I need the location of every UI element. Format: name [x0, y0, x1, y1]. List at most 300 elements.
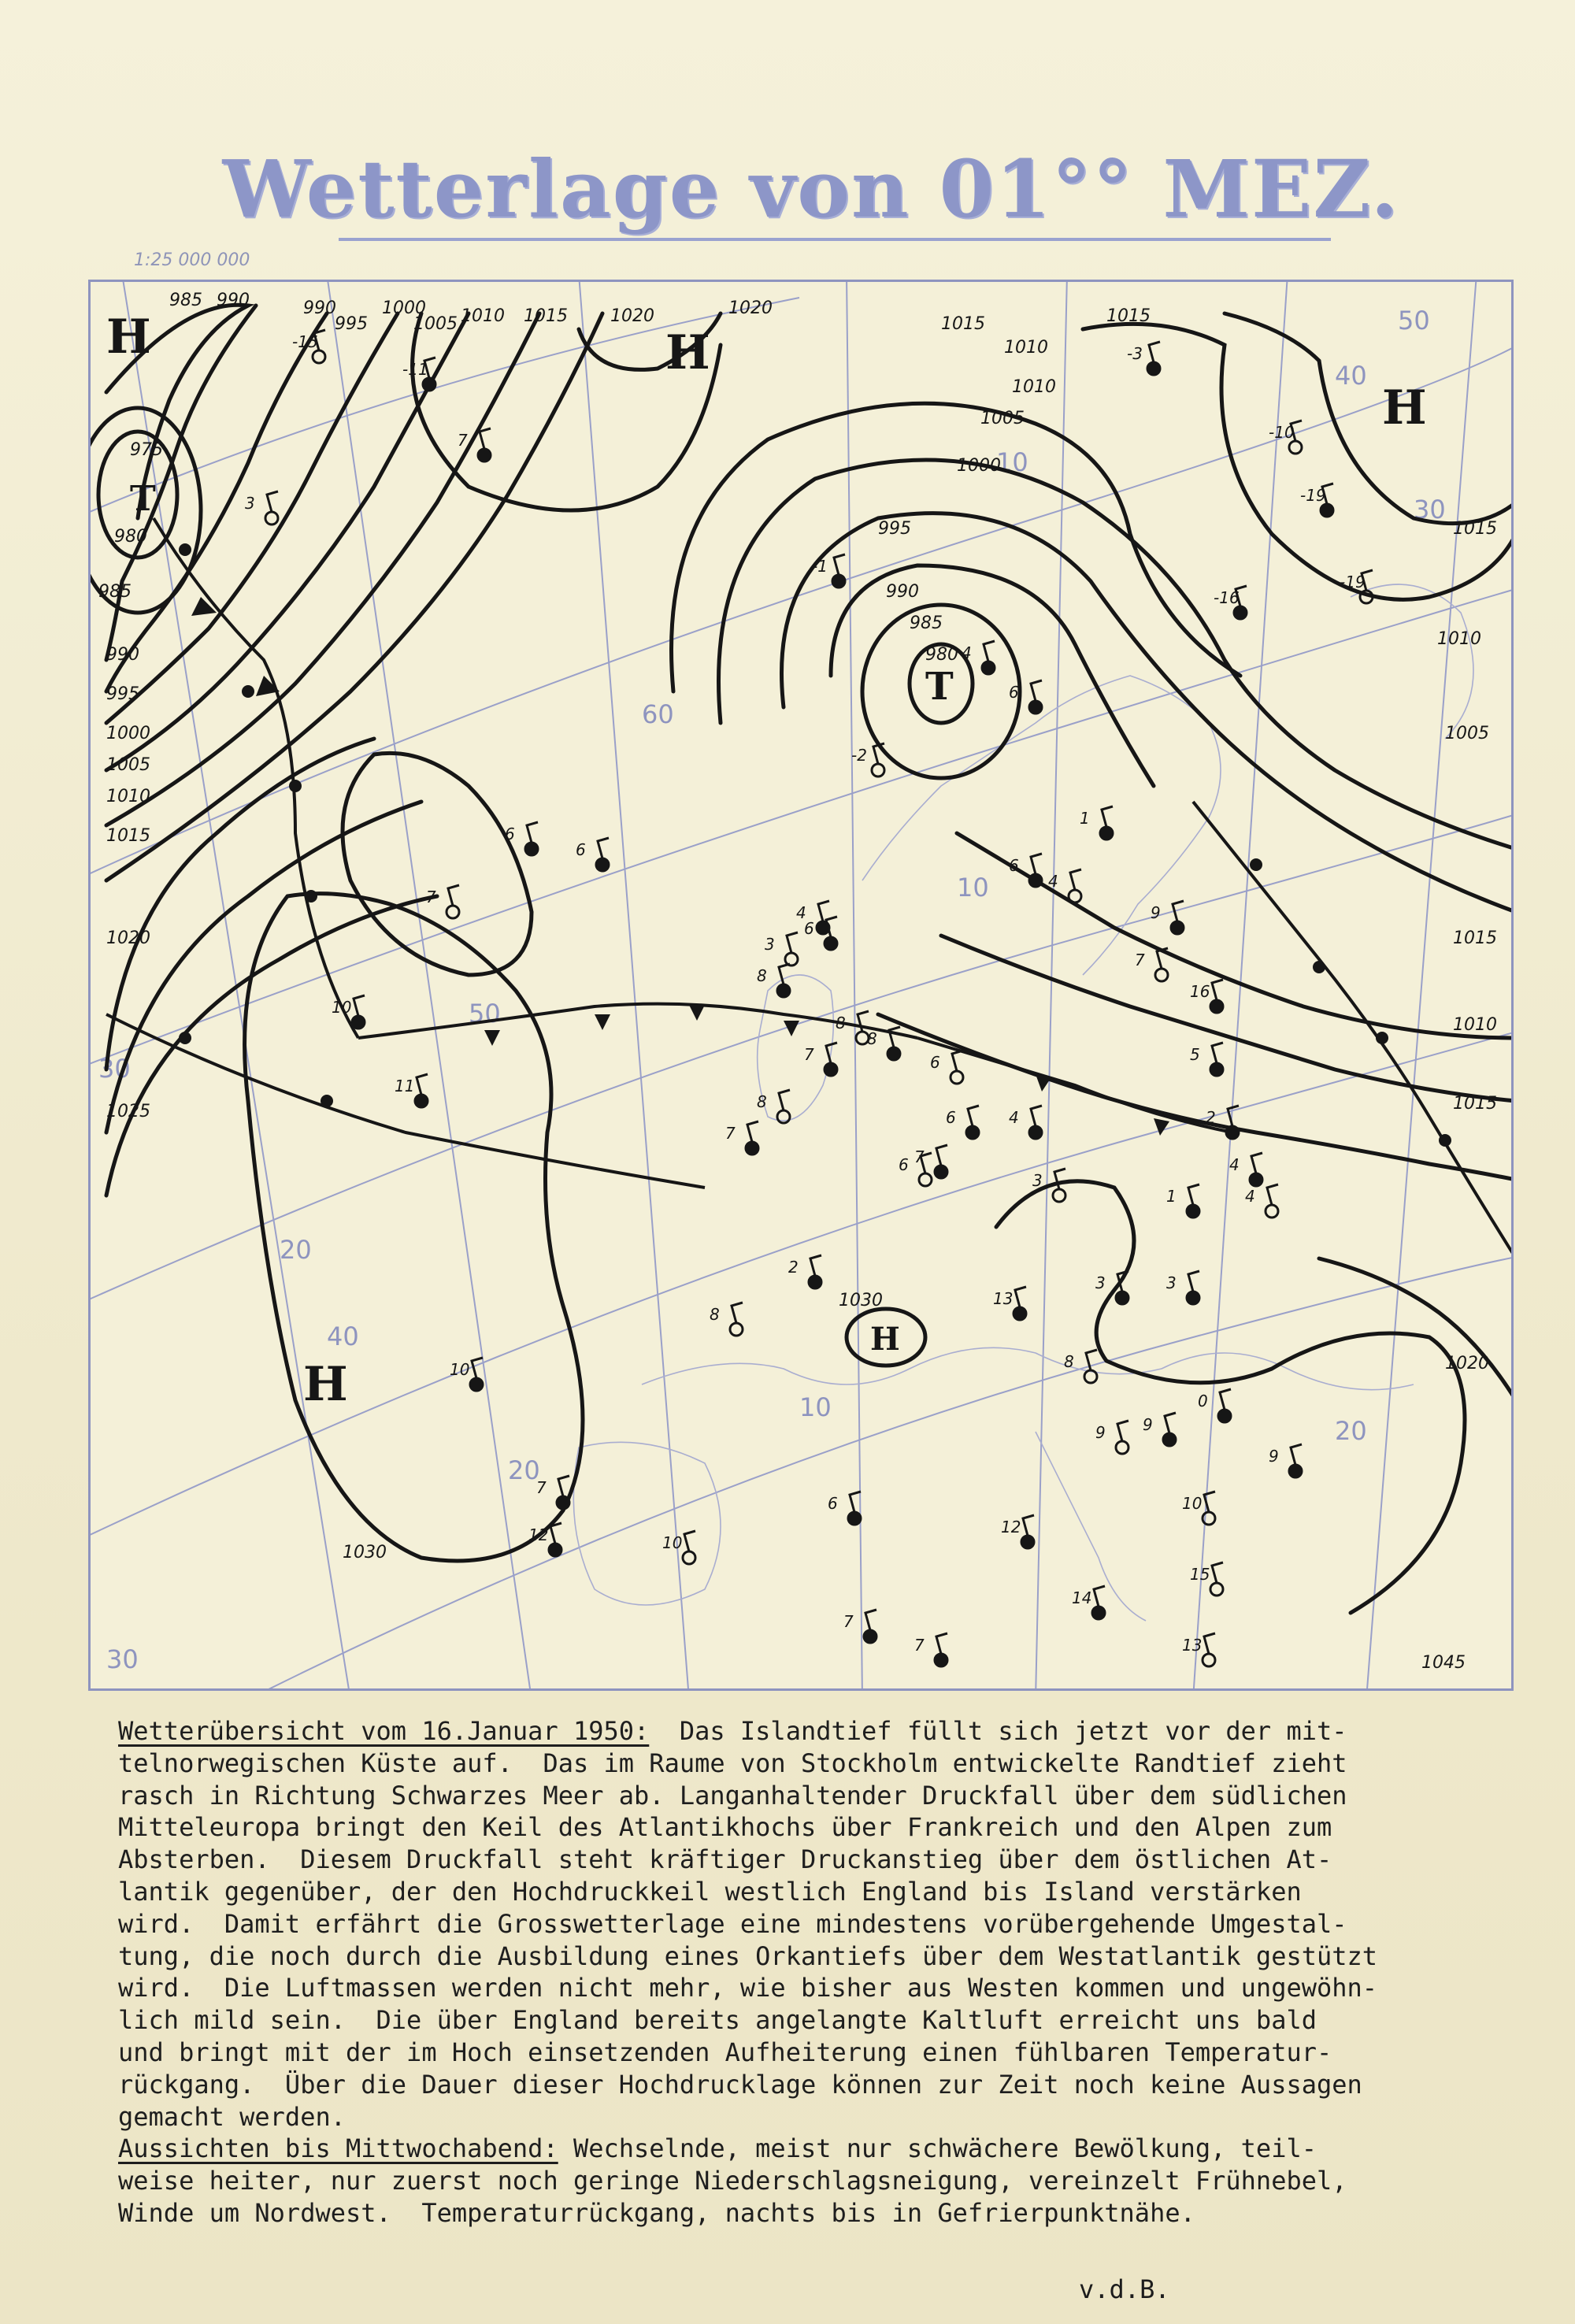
wind-barb — [865, 1610, 876, 1630]
station-marker — [1092, 1607, 1105, 1619]
isobar-label: 990 — [106, 645, 139, 665]
station-temp: 3 — [1166, 1273, 1177, 1292]
station-marker — [825, 1063, 837, 1076]
wind-barb — [1054, 1169, 1065, 1189]
station-marker — [1289, 1465, 1302, 1477]
station-temp: 7 — [725, 1124, 736, 1143]
station-marker — [1155, 969, 1168, 981]
station-marker — [1014, 1307, 1026, 1320]
wind-barb — [1031, 1106, 1042, 1126]
station-marker — [966, 1126, 979, 1139]
station-marker — [746, 1142, 758, 1155]
station-marker — [1100, 827, 1113, 840]
wind-barb — [889, 1027, 900, 1047]
cold-front — [106, 1014, 705, 1188]
station-marker — [864, 1630, 876, 1643]
station-temp: 6 — [946, 1108, 956, 1127]
grid-label: 10 — [957, 873, 989, 903]
station-temp: -2 — [851, 746, 867, 765]
station-marker — [313, 350, 325, 363]
station-temp: 16 — [1190, 982, 1210, 1001]
coastline-iberia — [573, 1442, 721, 1605]
grid-label: 30 — [106, 1644, 139, 1674]
station-marker — [1203, 1654, 1215, 1666]
wind-barb — [684, 1531, 695, 1551]
front-bulb — [1313, 961, 1325, 973]
isobar-label: 1005 — [1445, 724, 1489, 743]
wind-barb — [267, 491, 278, 512]
grid-label: 30 — [1414, 495, 1446, 524]
latitude-line — [91, 580, 1514, 1069]
wind-barb — [1015, 1287, 1026, 1307]
pressure-center-high: H — [870, 1321, 900, 1358]
station-marker — [848, 1512, 861, 1525]
summary-first-line — [118, 1715, 1504, 1748]
wind-barb — [1149, 342, 1160, 362]
longitude-line — [579, 282, 689, 1691]
isobar-label: 1010 — [461, 306, 505, 326]
station-temp: 10 — [450, 1360, 470, 1379]
summary-line: gemacht werden. — [118, 2101, 346, 2132]
station-temp: 12 — [528, 1525, 549, 1544]
station-marker — [1187, 1205, 1199, 1218]
isobar-label: 1030 — [839, 1291, 883, 1310]
station-temp: 9 — [1143, 1415, 1153, 1434]
isobar-label: 990 — [303, 298, 336, 318]
front-bulb — [242, 685, 254, 698]
wind-barb — [984, 641, 995, 662]
station-marker — [825, 937, 837, 950]
station-marker — [982, 662, 995, 674]
wind-barb — [480, 428, 491, 449]
station-temp: 10 — [1182, 1494, 1203, 1513]
grid-label: 40 — [327, 1321, 359, 1351]
wind-barb — [448, 885, 459, 906]
station-marker — [1116, 1292, 1128, 1304]
outlook-first-line — [118, 2133, 1504, 2165]
isobar-label: 995 — [106, 684, 139, 704]
grid-label: 20 — [508, 1455, 540, 1485]
station-temp: -11 — [402, 360, 428, 379]
isobar-label: 985 — [98, 582, 132, 602]
station-temp: 4 — [1229, 1155, 1240, 1174]
coastlines — [573, 584, 1473, 1621]
summary-line: wird. Damit erfährt die Grosswetterlage eine mindestens vorübergehende Umgestal- — [118, 1908, 1347, 1939]
station-marker — [935, 1166, 947, 1178]
station-marker — [1234, 606, 1247, 619]
wind-barb — [1212, 1043, 1223, 1063]
station-temp: 3 — [245, 494, 255, 513]
front-bulb — [305, 890, 317, 903]
station-marker — [1289, 441, 1302, 454]
station-temp: 7 — [426, 888, 436, 906]
summary-line: Absterben. Diesem Druckfall steht kräftiger Druckanstieg über dem östlichen At- — [118, 1844, 1332, 1875]
station-marker — [1147, 362, 1160, 375]
summary-line: lich mild sein. Die über England bereits angelangte Kaltluft erreicht uns bald — [118, 2005, 1317, 2036]
wind-barb — [1291, 1444, 1302, 1465]
weather-summary — [118, 1715, 1504, 2229]
grid-label: 50 — [469, 999, 501, 1029]
outlook-line: Winde um Nordwest. Temperaturrückgang, nachts bis in Gefrierpunktnähe. — [118, 2197, 1195, 2228]
grid-label: 10 — [996, 447, 1028, 477]
wind-barb — [1031, 680, 1042, 701]
grid-label: 60 — [642, 699, 674, 729]
station-temp: 2 — [788, 1258, 799, 1277]
station-marker — [557, 1496, 569, 1509]
isobar-label: 1010 — [1437, 629, 1481, 649]
grid-label: 40 — [1335, 361, 1367, 391]
isobar-label: 1015 — [1106, 306, 1151, 326]
station-temp: 3 — [765, 935, 775, 954]
grid-label: 20 — [280, 1235, 312, 1265]
station-marker — [1116, 1441, 1128, 1454]
wind-barb — [1220, 1389, 1231, 1410]
grid-label: 10 — [799, 1392, 832, 1422]
pressure-center-high: H — [1382, 380, 1427, 436]
wind-barb — [810, 1255, 821, 1276]
wind-barb — [558, 1476, 569, 1496]
wind-barb — [968, 1106, 979, 1126]
front-bulb — [289, 780, 302, 792]
isobar-label: 1010 — [1012, 377, 1056, 397]
isobar-label: 985 — [169, 291, 202, 310]
isobar-label: 1000 — [106, 724, 150, 743]
station-temp: 3 — [1095, 1273, 1106, 1292]
isobar-label: 1005 — [413, 314, 458, 334]
station-marker — [1210, 1583, 1223, 1596]
station-temp: 7 — [914, 1636, 925, 1655]
isobar-label: 1005 — [106, 755, 150, 775]
grid-labels — [98, 306, 1446, 1674]
station-temp: 14 — [1072, 1588, 1092, 1607]
station-marker — [447, 906, 459, 918]
latitude-line — [91, 800, 1514, 1306]
weather-map — [88, 280, 1514, 1691]
coastline-scandinavia — [862, 676, 1221, 975]
front-bulb — [179, 1032, 191, 1044]
isobar-label: 1020 — [728, 298, 773, 318]
station-temp: 10 — [662, 1533, 683, 1552]
wind-barb — [787, 932, 798, 953]
summary-line: rückgang. Über die Dauer dieser Hochdrucklage können zur Zeit noch keine Aussagen — [118, 2069, 1362, 2100]
wind-barb — [1070, 869, 1081, 890]
wind-barb — [1094, 1586, 1105, 1607]
isobar-label: 995 — [878, 519, 911, 539]
wind-barb — [417, 1074, 428, 1095]
station-temp: 7 — [804, 1045, 814, 1064]
wind-barb — [1173, 901, 1184, 921]
station-marker — [1218, 1410, 1231, 1422]
isobar-label: 1015 — [1453, 519, 1497, 539]
station-temp: 6 — [899, 1155, 909, 1174]
station-temp: 7 — [536, 1478, 547, 1497]
front-triangle — [484, 1030, 500, 1046]
station-temp: 1 — [1166, 1187, 1177, 1206]
station-temp: 8 — [757, 1092, 767, 1111]
station-marker — [872, 764, 884, 777]
station-temp: -10 — [1269, 423, 1295, 442]
isobar-label: 1020 — [610, 306, 654, 326]
station-temp: 7 — [914, 1147, 925, 1166]
wind-barb — [1212, 980, 1223, 1000]
front-triangle — [689, 1005, 705, 1021]
station-temp: 5 — [1190, 1045, 1200, 1064]
front-bulb — [179, 543, 191, 556]
wind-barb — [1188, 1271, 1199, 1292]
isobar-label: 990 — [886, 582, 919, 602]
isobar-label: 1010 — [1004, 338, 1048, 358]
station-temp: 4 — [962, 643, 972, 662]
isobar-label: 1015 — [106, 826, 150, 846]
grid-label: 30 — [98, 1054, 131, 1084]
summary-line: Mitteleuropa bringt den Keil des Atlantikhochs über Frankreich und den Alpen zum — [118, 1812, 1332, 1843]
station-marker — [935, 1654, 947, 1666]
station-temp: 4 — [1009, 1108, 1019, 1127]
station-marker — [1321, 504, 1333, 517]
wind-barb — [1188, 1184, 1199, 1205]
station-marker — [683, 1551, 695, 1564]
station-temp: 7 — [843, 1612, 854, 1631]
station-temp: -19 — [1300, 486, 1326, 505]
station-marker — [1171, 921, 1184, 934]
station-temp: 6 — [505, 825, 515, 843]
grid-label: 20 — [1335, 1416, 1367, 1446]
map-scale-label: 1:25 000 000 — [134, 250, 250, 270]
station-marker — [919, 1173, 932, 1186]
wind-barb — [354, 995, 365, 1016]
station-temp: 4 — [796, 903, 806, 922]
isobar-label: 980 — [114, 527, 147, 547]
summary-line: rasch in Richtung Schwarzes Meer ab. Langanhaltender Druckfall über dem südlichen — [118, 1780, 1347, 1811]
isobar-label: 1015 — [1453, 928, 1497, 948]
station-temp: 11 — [395, 1077, 415, 1095]
isobar-label: 1020 — [1445, 1354, 1489, 1373]
station-temp: -1 — [812, 557, 828, 576]
pressure-center-high: H — [665, 325, 710, 380]
wind-barb — [1267, 1184, 1278, 1205]
front-triangle — [1154, 1118, 1169, 1136]
station-temp: 9 — [1151, 903, 1161, 922]
station-marker — [352, 1016, 365, 1029]
signature: v.d.B. — [1079, 2274, 1170, 2304]
isobar-label: 975 — [130, 440, 163, 460]
wind-barb — [779, 1090, 790, 1110]
title-underline — [339, 238, 1331, 241]
station-marker — [470, 1378, 483, 1391]
station-marker — [730, 1323, 743, 1336]
isobar — [1225, 313, 1514, 524]
isobar-label: 1045 — [1421, 1653, 1466, 1673]
wind-barb — [1031, 854, 1042, 874]
station-temp: 8 — [1064, 1352, 1074, 1371]
outlook-line: weise heiter, nur zuerst noch geringe Niederschlagsneigung, vereinzelt Frühnebel, — [118, 2166, 1347, 2196]
pressure-center-high: H — [303, 1357, 348, 1412]
isobar — [941, 936, 1514, 1101]
isobar — [343, 753, 532, 975]
isobar-label: 1005 — [980, 409, 1025, 428]
front-bulb — [1439, 1134, 1451, 1147]
station-temp: 8 — [867, 1029, 877, 1048]
station-temp: 9 — [1269, 1447, 1279, 1466]
station-temp: 6 — [1009, 856, 1019, 875]
station-marker — [1029, 1126, 1042, 1139]
station-marker — [415, 1095, 428, 1107]
station-marker — [549, 1544, 561, 1556]
isobar — [996, 1181, 1134, 1361]
wind-barb — [826, 917, 837, 937]
station-marker — [1069, 890, 1081, 903]
station-temp: 13 — [1182, 1636, 1203, 1655]
station-marker — [888, 1047, 900, 1060]
latitude-line — [91, 313, 1514, 880]
wind-barb — [1212, 1562, 1223, 1583]
station-marker — [1250, 1173, 1262, 1186]
outlook-headline: Aussichten bis Mittwochabend: — [118, 2133, 558, 2164]
longitude-line — [847, 282, 862, 1691]
station-temp: 8 — [836, 1014, 846, 1032]
wind-barb — [952, 1051, 963, 1071]
station-temp: -19 — [1340, 573, 1366, 591]
front-markers — [179, 543, 1451, 1147]
station-marker — [596, 858, 609, 871]
station-marker — [423, 378, 435, 391]
wind-barb — [598, 838, 609, 858]
wind-barb — [1117, 1421, 1128, 1441]
wind-barb — [732, 1303, 743, 1323]
isobar-label: 1010 — [1453, 1015, 1497, 1035]
wind-barb — [850, 1492, 861, 1512]
station-marker — [1029, 874, 1042, 887]
summary-line: telnorwegischen Küste auf. Das im Raume von Stockholm entwickelte Randtief zieht — [118, 1748, 1347, 1778]
station-temp: 8 — [710, 1305, 720, 1324]
station-temp: 10 — [332, 998, 352, 1017]
wind-barb — [1023, 1515, 1034, 1536]
pressure-center-low: T — [130, 479, 156, 519]
station-temp: 6 — [804, 919, 814, 938]
station-marker — [1029, 701, 1042, 714]
station-temp: 6 — [930, 1053, 940, 1072]
station-temp: -15 — [292, 332, 318, 351]
wind-barb — [747, 1121, 758, 1142]
coastline-greenland — [1351, 584, 1473, 739]
station-temp: 4 — [1245, 1187, 1255, 1206]
pressure-center-low: T — [925, 665, 954, 709]
page-title: Wetterlage von 01°° MEZ. — [222, 143, 1400, 235]
isobar-label: 1010 — [106, 787, 150, 806]
longitude-line — [327, 282, 532, 1691]
pressure-center-high: H — [106, 309, 151, 365]
station-marker — [478, 449, 491, 461]
isobar-label: 995 — [335, 314, 368, 334]
station-marker — [809, 1276, 821, 1288]
station-temp: 4 — [1048, 872, 1058, 891]
station-temp: 6 — [1009, 683, 1019, 702]
isobar-label: 980 — [925, 645, 958, 665]
summary-headline: Wetterübersicht vom 16.Januar 1950: — [118, 1716, 650, 1746]
title-area — [220, 134, 1402, 244]
outlook-line: Wechselnde, meist nur schwächere Bewölkung, teil- — [558, 2133, 1317, 2164]
latitude-line — [248, 1250, 1514, 1691]
isobar-label: 1015 — [524, 306, 568, 326]
station-temp: -16 — [1214, 588, 1240, 607]
station-marker — [1266, 1205, 1278, 1218]
station-temp: 1 — [1080, 809, 1090, 828]
isobar — [106, 896, 437, 1195]
summary-line: und bringt mit der im Hoch einsetzenden Aufheiterung einen fühlbaren Temperatur- — [118, 2037, 1332, 2067]
station-temp: 9 — [1095, 1423, 1106, 1442]
station-temp: 3 — [1032, 1171, 1043, 1190]
station-marker — [1163, 1433, 1176, 1446]
isobar-label: 1025 — [106, 1102, 150, 1121]
summary-line: tung, die noch durch die Ausbildung eines Orkantiefs über dem Westatlantik gestützt — [118, 1940, 1378, 1971]
fronts — [106, 518, 1514, 1258]
isobar-label: 1015 — [941, 314, 985, 334]
front-bulb — [1376, 1032, 1388, 1044]
isobar-label: 990 — [217, 291, 250, 310]
weather-map-svg — [91, 282, 1514, 1691]
station-marker — [1210, 1000, 1223, 1013]
wind-barb — [1165, 1413, 1176, 1433]
summary-line: wird. Die Luftmassen werden nicht mehr, wie bisher aus Westen kommen und ungewöhn- — [118, 1973, 1378, 2003]
station-marker — [1187, 1292, 1199, 1304]
isobar-label: 985 — [910, 613, 943, 633]
wind-barb — [1102, 806, 1113, 827]
station-marker — [265, 512, 278, 524]
station-marker — [1226, 1126, 1239, 1139]
front-triangle — [191, 597, 217, 616]
station-temp: 7 — [458, 431, 468, 450]
station-marker — [1084, 1370, 1097, 1383]
isobar-label: 1000 — [382, 298, 426, 318]
wind-barb — [550, 1523, 561, 1544]
latitude-line — [91, 1017, 1514, 1542]
station-temp: 0 — [1198, 1392, 1208, 1410]
station-marker — [1210, 1063, 1223, 1076]
station-temp: -3 — [1127, 344, 1143, 363]
isobar-label: 1030 — [343, 1543, 387, 1562]
wind-barb — [834, 554, 845, 575]
station-marker — [777, 984, 790, 997]
wind-barb — [472, 1358, 483, 1378]
station-marker — [832, 575, 845, 587]
isobar-label: 1020 — [106, 928, 150, 948]
front-bulb — [1250, 858, 1262, 871]
isobar — [106, 313, 602, 880]
station-temp: 12 — [1001, 1518, 1021, 1536]
wind-barb — [1251, 1153, 1262, 1173]
wind-barb — [1204, 1633, 1215, 1654]
front-bulb — [321, 1095, 333, 1107]
station-marker — [1021, 1536, 1034, 1548]
station-temp: 2 — [1206, 1108, 1216, 1127]
station-temp: 13 — [993, 1289, 1014, 1308]
isobar — [957, 833, 1514, 1038]
station-temp: 8 — [757, 966, 767, 985]
isobar — [106, 313, 539, 825]
station-marker — [525, 843, 538, 855]
isobar-label: 1000 — [957, 456, 1001, 476]
station-labels — [245, 332, 1366, 1655]
wind-barb — [779, 964, 790, 984]
station-temp: 7 — [1135, 951, 1145, 969]
summary-line: lantik gegenüber, der den Hochdruckkeil westlich England bis Island verstärken — [118, 1876, 1302, 1907]
isobar — [1106, 1333, 1465, 1613]
isobar-label: 1015 — [1453, 1094, 1497, 1114]
station-temp: 6 — [828, 1494, 838, 1513]
coastline-britain — [758, 975, 834, 1121]
grid-label: 50 — [1398, 306, 1430, 335]
summary-line: Das Islandtief füllt sich jetzt vor der mit- — [649, 1716, 1347, 1746]
